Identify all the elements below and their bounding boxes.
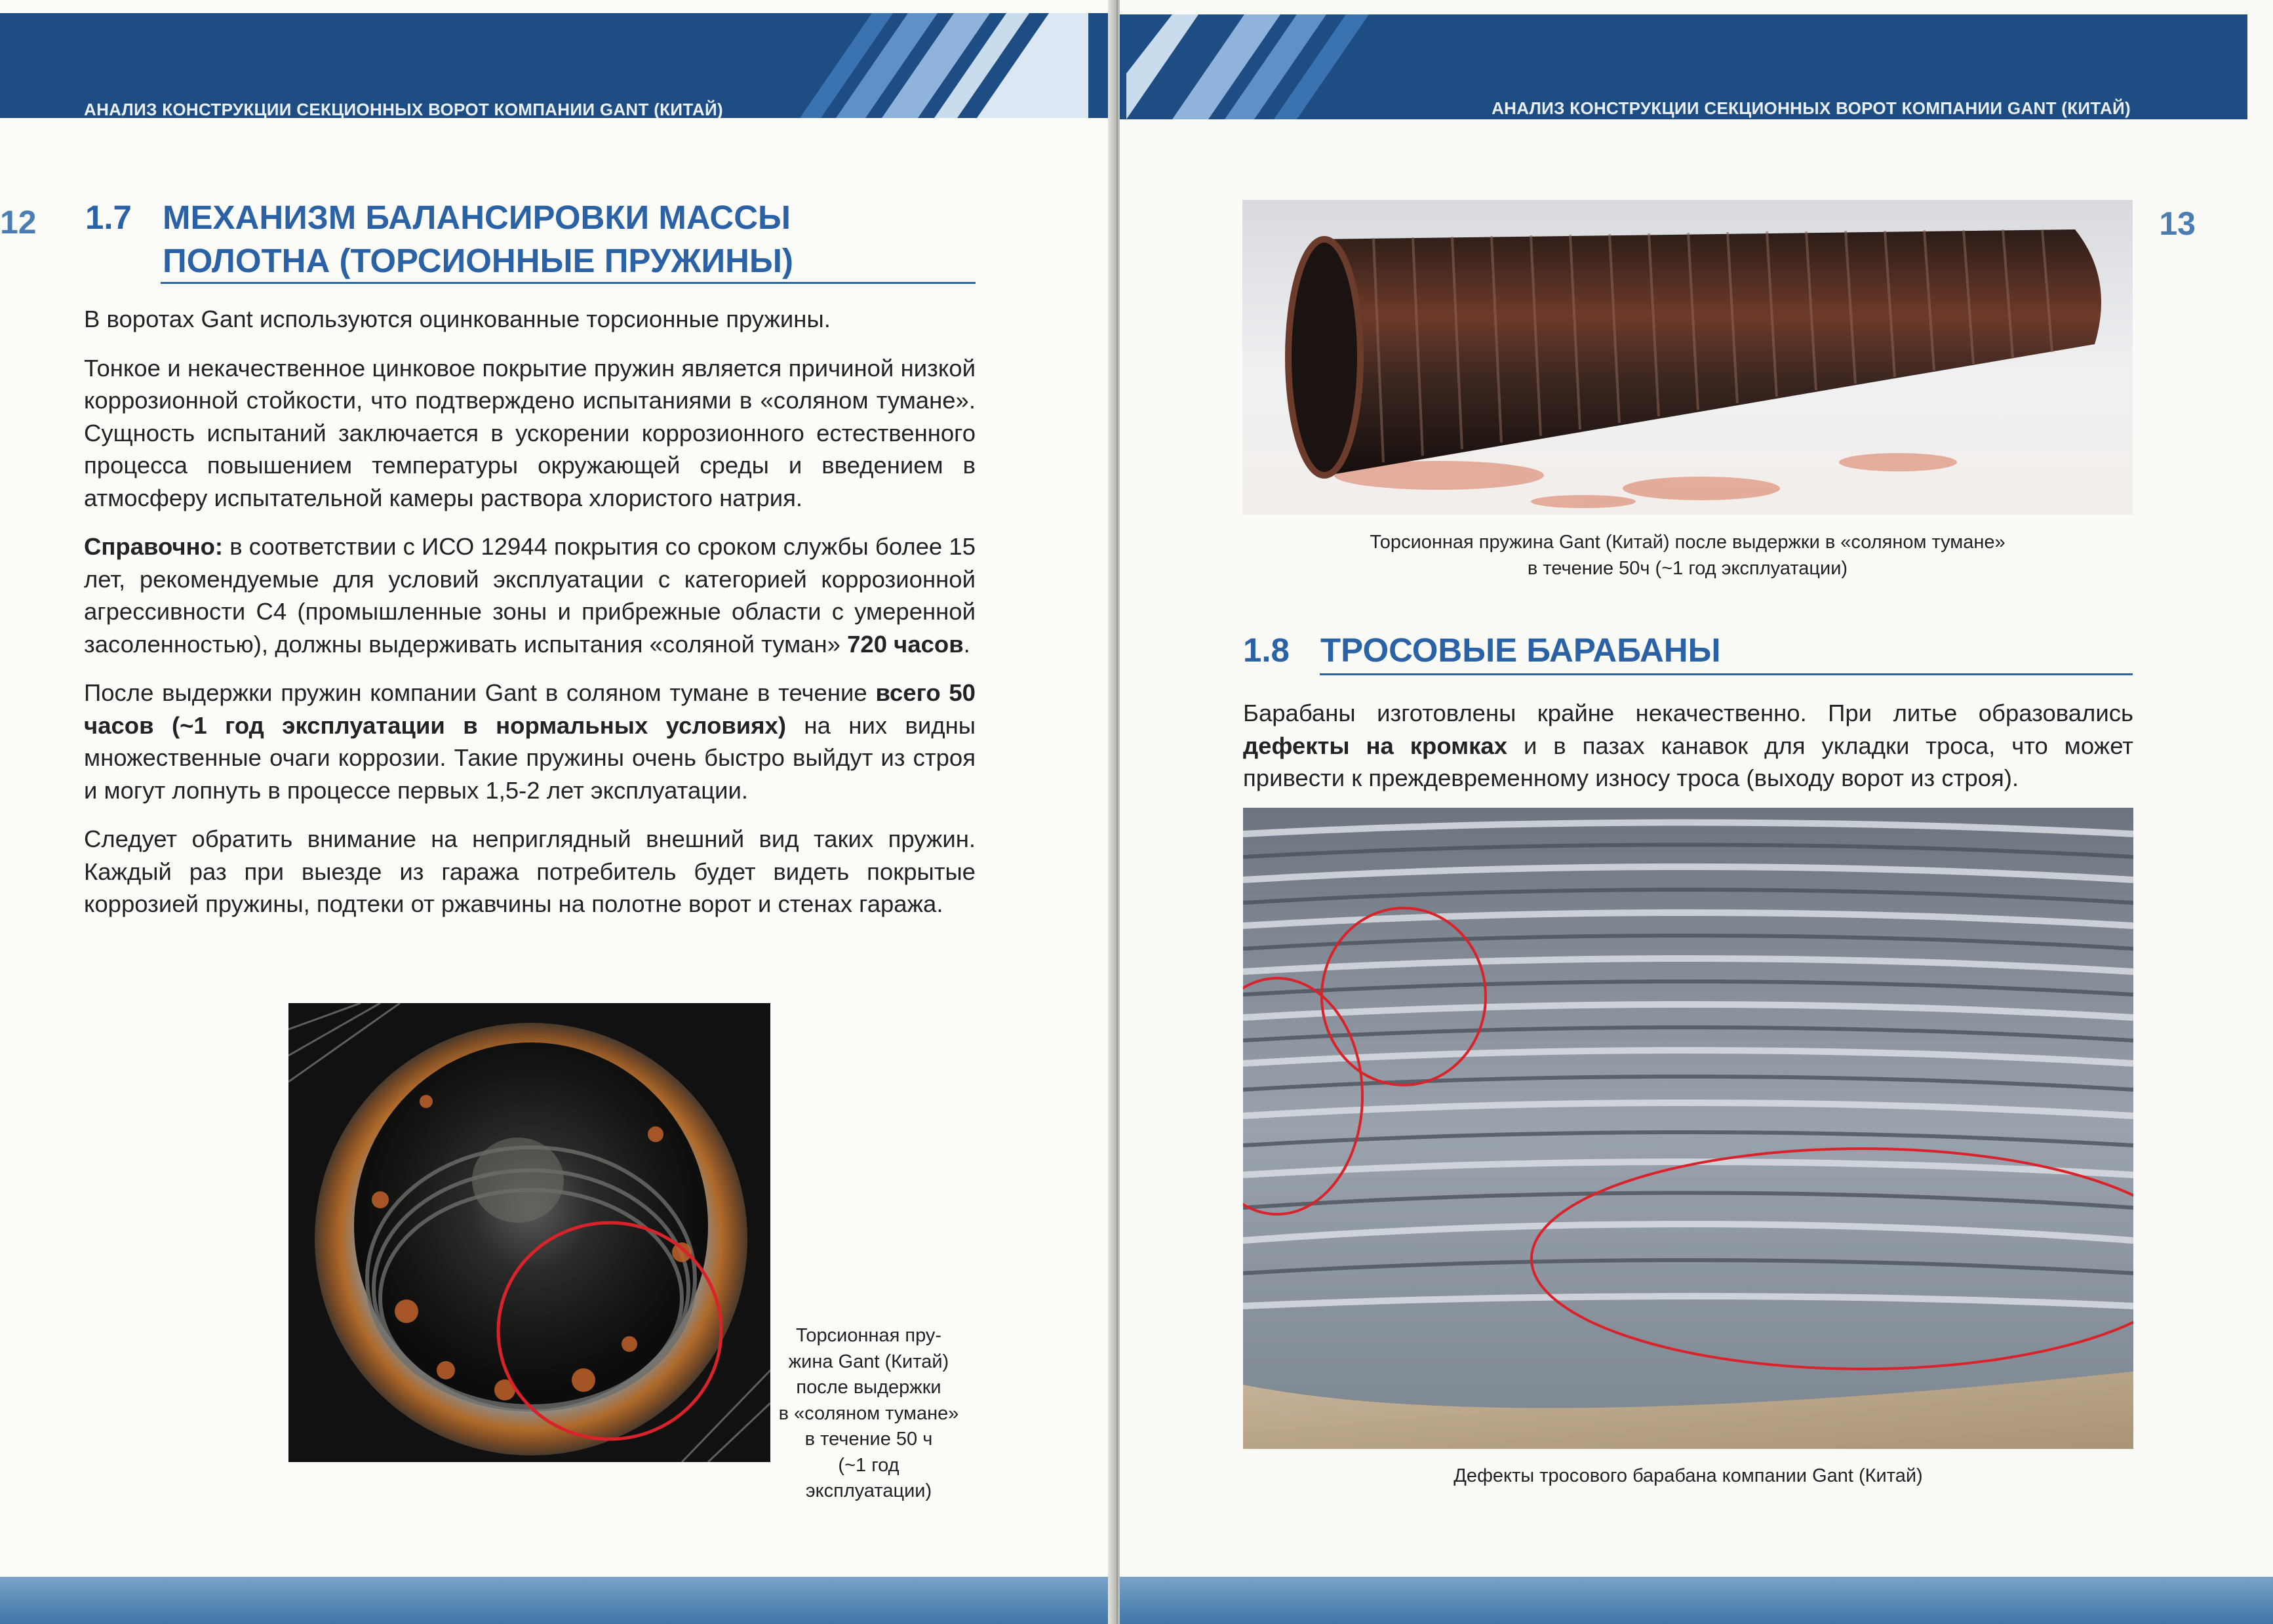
paragraph: [84, 677, 976, 806]
paragraph: Тонкое и некачественное цинковое покрытие пружин является причиной низкой коррозионной стойкости, что подтверждено испытаниями в «соляном тумане». Сущность испытаний заключается в ускорении коррозионного естественного процесса повышением температуры окружающей среды и введением в атмосферу испытательной камеры раствора хлористого натрия.: [84, 354, 976, 511]
right-header-band: [1120, 14, 2247, 119]
section-title: ТРОСОВЫЕ БАРАБАНЫ: [1320, 631, 1721, 669]
paragraph: Следует обратить внимание на неприглядный внешний вид таких пружин. Каждый раз при выезде из гаража потребитель будет видеть покрытые коррозией пружины, подтеки от ржавчины на полотне ворот и стенах гаража.: [84, 825, 976, 917]
caption-line: в течение 50 ч: [804, 1429, 933, 1450]
left-body-text: [84, 303, 976, 937]
header-stripes-decoration: [721, 13, 1088, 118]
caption-line: эксплуатации): [805, 1480, 932, 1501]
paragraph-text: в соответствии с ИСО 12944 покрытия со сроком службы более 15 лет, рекомендуемые для условий эксплуатации с категорией коррозионной агрессивности С4 (промышленные зоны и прибрежные области с умеренной засоленностью), должны выдерживать испытания «соляной туман»: [84, 533, 976, 658]
left-header-band: [0, 13, 1115, 118]
bold-emphasis: всего 50 часов (~1 год эксплуатации в нормальных условиях): [84, 679, 976, 739]
caption-line: Торсионная пру-: [795, 1325, 942, 1346]
page-number: 12: [0, 204, 37, 241]
cable-drum-illustration: [1243, 808, 2133, 1449]
header-title: АНАЛИЗ КОНСТРУКЦИИ СЕКЦИОННЫХ ВОРОТ КОМПАНИИ GANT (КИТАЙ): [84, 100, 723, 118]
caption-line: в течение 50ч (~1 год эксплуатации): [1527, 557, 1848, 579]
left-page: [0, 0, 1115, 1624]
spring-side-caption: [1242, 530, 2133, 582]
header-stripes-decoration: [1126, 14, 1493, 119]
bold-label: Справочно:: [84, 533, 224, 560]
right-footer-band: [1120, 1577, 2273, 1624]
section-underline: [1320, 673, 2133, 675]
caption-line: в «соляном тумане»: [778, 1402, 959, 1424]
header-title: АНАЛИЗ КОНСТРУКЦИИ СЕКЦИОННЫХ ВОРОТ КОМПАНИИ GANT (КИТАЙ): [1492, 98, 2131, 118]
paragraph: [84, 530, 976, 660]
paragraph-text: Барабаны изготовлены крайне некачественно. При литье образовались: [1243, 700, 2133, 726]
section-number: 1.7: [85, 199, 132, 236]
cable-drum-photo: [1243, 808, 2133, 1449]
section-number: 1.8: [1243, 631, 1290, 669]
spring-end-photo: [288, 1003, 770, 1462]
spring-end-illustration: [288, 1003, 770, 1462]
section-title-line1: МЕХАНИЗМ БАЛАНСИРОВКИ МАССЫ: [163, 199, 791, 236]
paragraph-text: и в пазах канавок для укладки троса, что может привести к преждевременному износу троса (выходу ворот из строя).: [1243, 732, 2134, 791]
spring-end-caption: [774, 1323, 964, 1505]
paragraph: В воротах Gant используются оцинкованные торсионные пружины.: [84, 306, 831, 332]
right-body-text: [1243, 697, 2133, 811]
paragraph-text: .: [963, 630, 970, 658]
left-footer-band: [0, 1577, 1115, 1624]
cable-drum-caption: Дефекты тросового барабана компании Gant (Китай): [1453, 1465, 1923, 1486]
section-underline: [161, 282, 976, 284]
caption-line: Торсионная пружина Gant (Китай) после выдержки в «соляном тумане»: [1370, 532, 2006, 553]
spring-side-photo: [1242, 200, 2133, 515]
bold-value: 720 часов: [847, 630, 964, 658]
page-number: 13: [2159, 205, 2196, 242]
section-heading: [1243, 629, 2135, 675]
caption-line: после выдержки: [796, 1377, 941, 1398]
caption-line: (~1 год: [838, 1454, 899, 1476]
right-page: [1120, 0, 2273, 1624]
paragraph-text: на них видны множественные очаги коррозии. Такие пружины очень быстро выйдут из строя и могут лопнуть в процессе первых 1,5-2 лет эксплуатации.: [84, 711, 976, 804]
spring-side-illustration: [1242, 200, 2133, 515]
bold-emphasis: дефекты на кромках: [1243, 732, 1508, 759]
section-title-line2: ПОЛОТНА (ТОРСИОННЫЕ ПРУЖИНЫ): [163, 242, 793, 279]
paragraph: [1243, 697, 2133, 795]
caption-line: жина Gant (Китай): [788, 1351, 949, 1372]
section-heading: [85, 197, 977, 288]
paragraph-text: После выдержки пружин компании Gant в соляном тумане в течение: [84, 679, 876, 706]
